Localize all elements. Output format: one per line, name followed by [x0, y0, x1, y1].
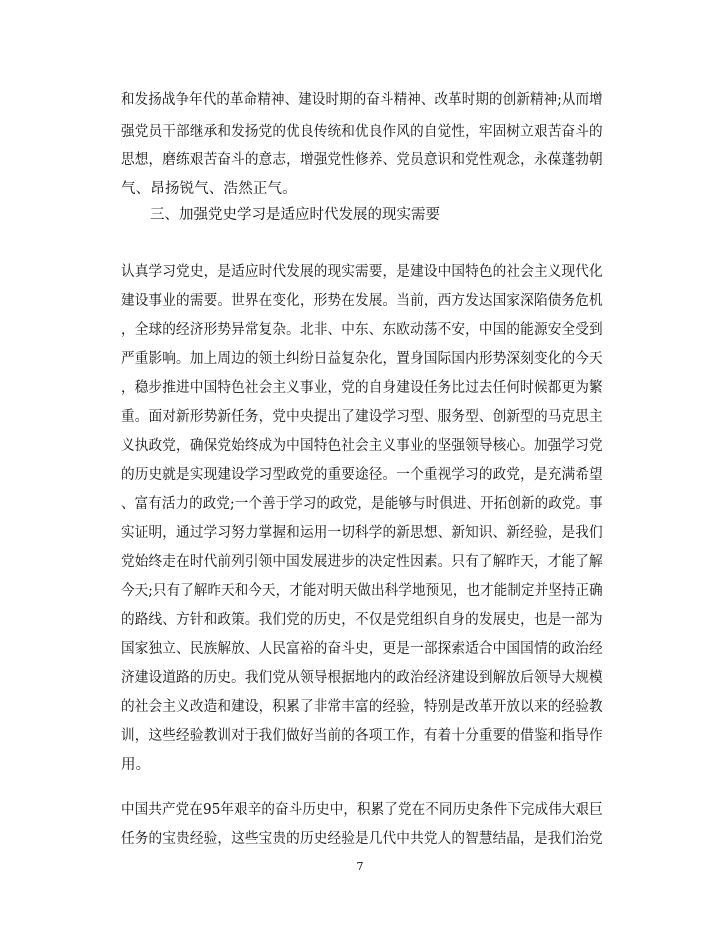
paragraph-1-line-1: 和发扬战争年代的革命精神、建设时期的奋斗精神、改革时期的创新精神;从而增	[121, 92, 603, 108]
paragraph-2-line-4: 严重影响。加上周边的领土纠纷日益复杂化，置身国际国内形势深刻变化的今天	[121, 351, 603, 367]
paragraph-3-line-1: 中国共产党在95年艰辛的奋斗历史中，积累了党在不同历史条件下完成伟大艰巨	[121, 802, 603, 818]
paragraph-1-line-2: 强党员干部继承和发扬党的优良传统和优良作风的自觉性，牢固树立艰苦奋斗的	[121, 124, 603, 140]
paragraph-2-line-10: 实证明，通过学习努力掌握和运用一切科学的新思想、新知识、新经验，是我们	[121, 525, 603, 541]
paragraph-3-line-2: 任务的宝贵经验，这些宝贵的历史经验是几代中共党人的智慧结晶，是我们治党	[121, 831, 603, 847]
paragraph-2-line-9: 、富有活力的政党;一个善于学习的政党，是能够与时俱进、开拓创新的政党。事	[121, 496, 603, 512]
paragraph-1-line-4: 气、昂扬锐气、浩然正气。	[121, 181, 297, 197]
paragraph-2-line-12: 今天;只有了解昨天和今天，才能对明天做出科学地预见，也才能制定并坚持正确	[121, 583, 603, 599]
section-heading: 三、加强党史学习是适应时代发展的现实需要	[150, 207, 440, 223]
paragraph-2-line-13: 的路线、方针和政策。我们党的历史，不仅是党组织自身的发展史，也是一部为	[121, 612, 603, 628]
paragraph-2-line-17: 训，这些经验教训对于我们做好当前的各项工作，有着十分重要的借鉴和指导作	[121, 728, 603, 744]
paragraph-2-line-3: ，全球的经济形势异常复杂。北非、中东、东欧动荡不安，中国的能源安全受到	[121, 322, 603, 338]
paragraph-2-line-14: 国家独立、民族解放、人民富裕的奋斗史，更是一部探索适合中国国情的政治经	[121, 641, 603, 657]
paragraph-2-line-15: 济建设道路的历史。我们党从领导根据地内的政治经济建设到解放后领导大规模	[121, 670, 603, 686]
paragraph-2-line-8: 的历史就是实现建设学习型政党的重要途径。一个重视学习的政党，是充满希望	[121, 467, 603, 483]
paragraph-2-line-11: 党始终走在时代前列引领中国发展进步的决定性因素。只有了解昨天，才能了解	[121, 554, 603, 570]
paragraph-2-line-1: 认真学习党史，是适应时代发展的现实需要，是建设中国特色的社会主义现代化	[121, 264, 603, 280]
paragraph-2-line-6: 重。面对新形势新任务，党中央提出了建设学习型、服务型、创新型的马克思主	[121, 409, 603, 425]
paragraph-2-line-7: 义执政党，确保党始终成为中国特色社会主义事业的坚强领导核心。加强学习党	[121, 438, 603, 454]
page-number: 7	[356, 860, 364, 873]
paragraph-1-line-3: 思想，磨练艰苦奋斗的意志，增强党性修养、党员意识和党性观念，永葆蓬勃朝	[121, 152, 603, 168]
paragraph-2-line-16: 的社会主义改造和建设，积累了非常丰富的经验，特别是改革开放以来的经验教	[121, 699, 603, 715]
paragraph-2-line-5: ，稳步推进中国特色社会主义事业，党的自身建设任务比过去任何时候都更为繁	[121, 380, 603, 396]
paragraph-2-line-2: 建设事业的需要。世界在变化，形势在发展。当前，西方发达国家深陷债务危机	[121, 293, 603, 309]
paragraph-2-line-18: 用。	[121, 757, 151, 773]
